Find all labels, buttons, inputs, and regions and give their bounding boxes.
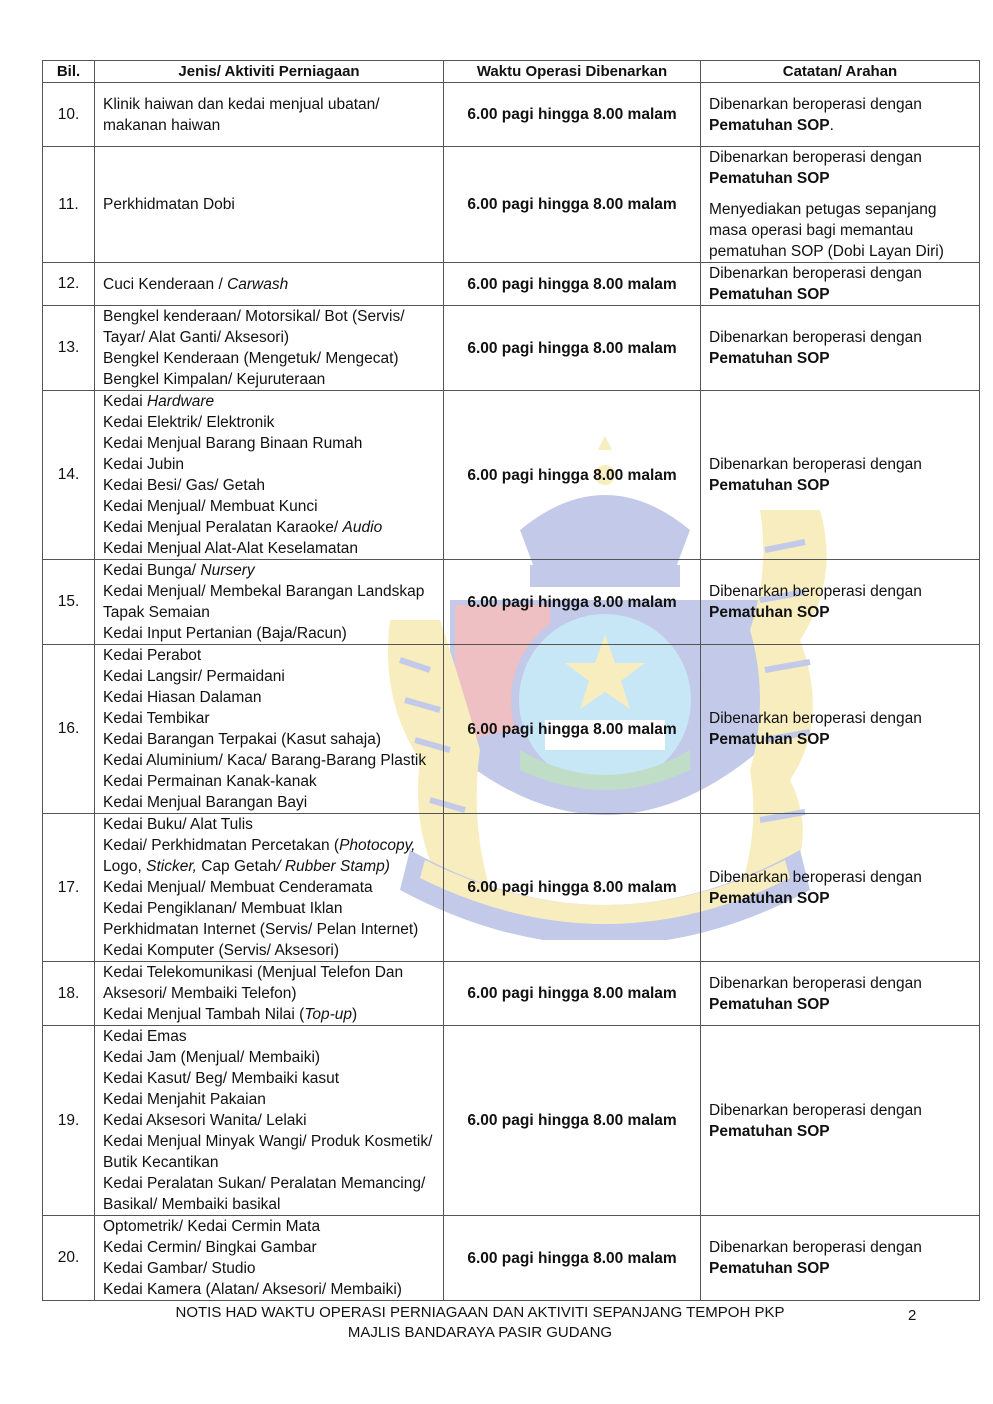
operating-time-cell: 6.00 pagi hingga 8.00 malam bbox=[444, 263, 701, 306]
operating-time-cell: 6.00 pagi hingga 8.00 malam bbox=[444, 306, 701, 391]
activity-text: Hardware bbox=[146, 393, 215, 410]
activity-text: Tapak Semaian bbox=[103, 604, 210, 621]
table-row bbox=[43, 147, 980, 263]
activity-text: Kedai Jam (Menjual/ Membaiki) bbox=[103, 1049, 321, 1066]
activity-text: Cuci Kenderaan / bbox=[103, 275, 228, 293]
row-number: 18. bbox=[43, 962, 95, 1026]
row-number: 12. bbox=[43, 263, 95, 306]
activity-text: Nursery bbox=[200, 562, 255, 579]
note-text: Dibenarkan beroperasi dengan bbox=[709, 974, 922, 992]
activity-line bbox=[103, 581, 435, 602]
note-line bbox=[709, 147, 971, 168]
activity-text: Kedai Langsir/ Permaidani bbox=[103, 668, 285, 685]
activity-text: Kedai Bunga/ bbox=[103, 562, 201, 579]
row-number: 11. bbox=[43, 147, 95, 263]
activity-text: Tayar/ Alat Ganti/ Aksesori) bbox=[103, 329, 290, 346]
activity-text: makanan haiwan bbox=[103, 116, 221, 134]
note-text: Dibenarkan beroperasi dengan bbox=[709, 710, 922, 727]
activity-text: Kedai Permainan Kanak-kanak bbox=[103, 773, 317, 790]
note-text: Dibenarkan beroperasi dengan bbox=[709, 95, 922, 113]
activity-text: Kedai Hiasan Dalaman bbox=[103, 689, 262, 706]
notes-cell bbox=[701, 645, 980, 814]
note-text: Dibenarkan beroperasi dengan bbox=[709, 868, 922, 886]
table-row bbox=[43, 645, 980, 814]
activity-line bbox=[103, 771, 435, 792]
activity-text: Top-up bbox=[304, 1006, 353, 1023]
activity-line bbox=[103, 623, 435, 644]
activity-line bbox=[103, 538, 435, 559]
activity-line bbox=[103, 433, 435, 454]
note-line bbox=[709, 348, 971, 369]
activity-text: Carwash bbox=[227, 275, 289, 293]
note-line bbox=[709, 199, 971, 220]
activity-line bbox=[103, 1173, 435, 1194]
notes-cell bbox=[701, 962, 980, 1026]
activity-text: Kedai Elektrik/ Elektronik bbox=[103, 414, 275, 431]
note-line bbox=[709, 602, 971, 623]
activity-line bbox=[103, 1258, 435, 1279]
activity-line bbox=[103, 1237, 435, 1258]
activity-text: Audio bbox=[342, 519, 383, 536]
activity-line bbox=[103, 1216, 435, 1237]
activity-line bbox=[103, 560, 435, 581]
activity-text: Kedai Aluminium/ Kaca/ Barang-Barang Plastik bbox=[103, 752, 427, 769]
activity-line bbox=[103, 602, 435, 623]
activity-line bbox=[103, 1110, 435, 1131]
note-line bbox=[709, 168, 971, 189]
notes-cell bbox=[701, 306, 980, 391]
note-line bbox=[709, 263, 971, 284]
note-text: Pematuhan SOP bbox=[709, 286, 830, 303]
activity-line bbox=[103, 1068, 435, 1089]
activity-line bbox=[103, 496, 435, 517]
activity-text: Photocopy, bbox=[339, 837, 416, 854]
activity-text: Kedai Barangan Terpakai (Kasut sahaja) bbox=[103, 731, 382, 748]
note-line bbox=[709, 454, 971, 475]
activity-text: Kedai Input Pertanian (Baja/Racun) bbox=[103, 625, 347, 642]
operating-time-cell: 6.00 pagi hingga 8.00 malam bbox=[444, 962, 701, 1026]
activity-line bbox=[103, 687, 435, 708]
activity-text: Optometrik/ Kedai Cermin Mata bbox=[103, 1218, 321, 1235]
activity-text: Kedai Telekomunikasi (Menjual Telefon Dan bbox=[103, 964, 404, 981]
activity-text: Kedai Menjual Barang Binaan Rumah bbox=[103, 435, 363, 452]
activity-text: Kedai Menjual Peralatan Karaoke/ bbox=[103, 519, 343, 536]
activity-line bbox=[103, 1152, 435, 1173]
activity-text: Sticker, bbox=[146, 858, 197, 875]
activity-text: Kedai Kamera (Alatan/ Aksesori/ Membaiki) bbox=[103, 1281, 402, 1298]
operating-time-cell: 6.00 pagi hingga 8.00 malam bbox=[444, 391, 701, 560]
table-row bbox=[43, 962, 980, 1026]
table-row bbox=[43, 1026, 980, 1216]
row-number: 15. bbox=[43, 560, 95, 645]
activity-text: Klinik haiwan dan kedai menjual ubatan/ bbox=[103, 95, 380, 113]
note-text: Dibenarkan beroperasi dengan bbox=[709, 456, 922, 473]
activity-text: Kedai Cermin/ Bingkai Gambar bbox=[103, 1239, 317, 1256]
activity-line bbox=[103, 517, 435, 538]
note-text: Pematuhan SOP bbox=[709, 477, 830, 494]
note-line bbox=[709, 867, 971, 888]
note-text: Dibenarkan beroperasi dengan bbox=[709, 1101, 922, 1119]
activity-text: Kedai Perabot bbox=[103, 647, 202, 664]
table-row bbox=[43, 83, 980, 147]
activity-text: Kedai Peralatan Sukan/ Peralatan Memancing/ bbox=[103, 1175, 426, 1192]
activity-line bbox=[103, 708, 435, 729]
activity-text: / Rubber Stamp) bbox=[276, 858, 390, 875]
operating-hours-table bbox=[42, 60, 980, 1301]
activity-line bbox=[103, 1004, 435, 1025]
activity-line bbox=[103, 835, 435, 856]
footer bbox=[120, 1303, 840, 1343]
activity-text: Kedai Jubin bbox=[103, 456, 185, 473]
activity-text: ) bbox=[352, 1006, 358, 1023]
notes-cell bbox=[701, 1026, 980, 1216]
activity-line bbox=[103, 898, 435, 919]
note-line bbox=[709, 115, 971, 136]
note-line bbox=[709, 1100, 971, 1121]
notes-cell bbox=[701, 1216, 980, 1301]
activity-cell bbox=[95, 1026, 444, 1216]
activity-cell bbox=[95, 391, 444, 560]
activity-text: Kedai Emas bbox=[103, 1028, 187, 1045]
header-activity: Jenis/ Aktiviti Perniagaan bbox=[95, 61, 444, 83]
activity-text: Cap Getah bbox=[196, 858, 277, 875]
activity-line bbox=[103, 412, 435, 433]
activity-text: Kedai Besi/ Gas/ Getah bbox=[103, 477, 265, 494]
notes-cell bbox=[701, 560, 980, 645]
activity-line bbox=[103, 1194, 435, 1215]
note-text: Dibenarkan beroperasi dengan bbox=[709, 265, 922, 282]
activity-line bbox=[103, 115, 435, 136]
note-line bbox=[709, 241, 971, 262]
note-line bbox=[709, 1258, 971, 1279]
note-line bbox=[709, 888, 971, 909]
page-number: 2 bbox=[908, 1307, 917, 1324]
note-text: pematuhan SOP (Dobi Layan Diri) bbox=[709, 243, 944, 260]
note-text: Pematuhan SOP bbox=[709, 1260, 830, 1277]
activity-line bbox=[103, 919, 435, 940]
activity-text: Perkhidmatan Dobi bbox=[103, 196, 235, 213]
notes-cell bbox=[701, 83, 980, 147]
activity-line bbox=[103, 645, 435, 666]
activity-text: Kedai Kasut/ Beg/ Membaiki kasut bbox=[103, 1070, 340, 1087]
activity-line bbox=[103, 475, 435, 496]
table-row bbox=[43, 391, 980, 560]
activity-text: Basikal/ Membaiki basikal bbox=[103, 1196, 281, 1213]
activity-line bbox=[103, 194, 435, 215]
note-text: Dibenarkan beroperasi dengan bbox=[709, 149, 922, 166]
row-number: 10. bbox=[43, 83, 95, 147]
note-line bbox=[709, 973, 971, 994]
note-line bbox=[709, 729, 971, 750]
activity-line bbox=[103, 327, 435, 348]
activity-cell bbox=[95, 147, 444, 263]
operating-time-cell: 6.00 pagi hingga 8.00 malam bbox=[444, 645, 701, 814]
activity-text: Kedai Menjual Alat-Alat Keselamatan bbox=[103, 540, 359, 557]
activity-text: Kedai Buku/ Alat Tulis bbox=[103, 816, 253, 833]
operating-time-cell: 6.00 pagi hingga 8.00 malam bbox=[444, 83, 701, 147]
activity-cell bbox=[95, 1216, 444, 1301]
activity-line bbox=[103, 274, 435, 295]
note-text: Dibenarkan beroperasi dengan bbox=[709, 1239, 922, 1256]
activity-text: Logo, bbox=[103, 858, 147, 875]
table-row bbox=[43, 560, 980, 645]
note-line bbox=[709, 220, 971, 241]
activity-cell bbox=[95, 263, 444, 306]
activity-line bbox=[103, 856, 435, 877]
note-line bbox=[709, 1237, 971, 1258]
table-row bbox=[43, 306, 980, 391]
activity-text: Kedai Gambar/ Studio bbox=[103, 1260, 256, 1277]
activity-cell bbox=[95, 560, 444, 645]
note-text: Pematuhan SOP bbox=[709, 604, 830, 621]
note-line bbox=[709, 475, 971, 496]
activity-line bbox=[103, 1279, 435, 1300]
activity-text: Kedai bbox=[103, 393, 147, 410]
activity-text: Aksesori/ Membaiki Telefon) bbox=[103, 985, 297, 1002]
spacer bbox=[709, 189, 971, 199]
activity-line bbox=[103, 877, 435, 898]
activity-line bbox=[103, 391, 435, 412]
activity-line bbox=[103, 1089, 435, 1110]
header-operating-time: Waktu Operasi Dibenarkan bbox=[444, 61, 701, 83]
note-text: Pematuhan SOP bbox=[709, 1122, 830, 1140]
activity-line bbox=[103, 983, 435, 1004]
operating-time-cell: 6.00 pagi hingga 8.00 malam bbox=[444, 1216, 701, 1301]
notes-cell bbox=[701, 147, 980, 263]
activity-text: Kedai Menjahit Pakaian bbox=[103, 1091, 266, 1108]
activity-text: Kedai Menjual/ Membuat Kunci bbox=[103, 498, 318, 515]
activity-text: Perkhidmatan Internet (Servis/ Pelan Internet) bbox=[103, 921, 419, 938]
notes-cell bbox=[701, 814, 980, 962]
row-number: 13. bbox=[43, 306, 95, 391]
activity-text: Kedai Menjual Barangan Bayi bbox=[103, 794, 308, 811]
activity-line bbox=[103, 814, 435, 835]
activity-line bbox=[103, 94, 435, 115]
activity-cell bbox=[95, 83, 444, 147]
note-line bbox=[709, 327, 971, 348]
activity-line bbox=[103, 454, 435, 475]
activity-line bbox=[103, 666, 435, 687]
activity-cell bbox=[95, 962, 444, 1026]
note-text: Dibenarkan beroperasi dengan bbox=[709, 329, 922, 346]
activity-line bbox=[103, 792, 435, 813]
activity-cell bbox=[95, 814, 444, 962]
note-text: Pematuhan SOP bbox=[709, 995, 830, 1013]
activity-text: Kedai Tembikar bbox=[103, 710, 210, 727]
activity-text: Bengkel Kenderaan (Mengetuk/ Mengecat) bbox=[103, 350, 399, 367]
note-line bbox=[709, 708, 971, 729]
activity-line bbox=[103, 729, 435, 750]
row-number: 19. bbox=[43, 1026, 95, 1216]
footer-line-2: MAJLIS BANDARAYA PASIR GUDANG bbox=[347, 1324, 613, 1341]
row-number: 14. bbox=[43, 391, 95, 560]
note-text: masa operasi bagi memantau bbox=[709, 222, 914, 239]
activity-text: Kedai Menjual/ Membekal Barangan Landskap bbox=[103, 583, 425, 600]
activity-line bbox=[103, 348, 435, 369]
table-row bbox=[43, 1216, 980, 1301]
activity-text: Bengkel kenderaan/ Motorsikal/ Bot (Servis/ bbox=[103, 308, 405, 325]
activity-line bbox=[103, 940, 435, 961]
activity-text: Kedai Pengiklanan/ Membuat Iklan bbox=[103, 900, 343, 917]
activity-text: Butik Kecantikan bbox=[103, 1154, 219, 1171]
operating-time-cell: 6.00 pagi hingga 8.00 malam bbox=[444, 560, 701, 645]
note-line bbox=[709, 581, 971, 602]
activity-line bbox=[103, 1026, 435, 1047]
note-text: . bbox=[829, 116, 834, 134]
activity-line bbox=[103, 306, 435, 327]
activity-text: Kedai Menjual/ Membuat Cenderamata bbox=[103, 879, 373, 896]
activity-line bbox=[103, 369, 435, 390]
operating-time-cell: 6.00 pagi hingga 8.00 malam bbox=[444, 147, 701, 263]
operating-time-cell: 6.00 pagi hingga 8.00 malam bbox=[444, 814, 701, 962]
note-text: Pematuhan SOP bbox=[709, 889, 830, 907]
row-number: 16. bbox=[43, 645, 95, 814]
note-text: Menyediakan petugas sepanjang bbox=[709, 201, 937, 218]
notes-cell bbox=[701, 263, 980, 306]
note-text: Pematuhan SOP bbox=[709, 350, 830, 367]
note-text: Pematuhan SOP bbox=[709, 731, 830, 748]
table-row bbox=[43, 814, 980, 962]
activity-line bbox=[103, 962, 435, 983]
table-row bbox=[43, 263, 980, 306]
activity-line bbox=[103, 1131, 435, 1152]
notes-cell bbox=[701, 391, 980, 560]
note-text: Pematuhan SOP bbox=[709, 170, 830, 187]
activity-text: Kedai Menjual Minyak Wangi/ Produk Kosmetik/ bbox=[103, 1133, 433, 1150]
table-body bbox=[43, 83, 980, 1301]
operating-time-cell: 6.00 pagi hingga 8.00 malam bbox=[444, 1026, 701, 1216]
activity-line bbox=[103, 750, 435, 771]
note-line bbox=[709, 994, 971, 1015]
note-text: Pematuhan SOP bbox=[709, 116, 830, 134]
activity-line bbox=[103, 1047, 435, 1068]
activity-cell bbox=[95, 645, 444, 814]
note-line bbox=[709, 94, 971, 115]
table-header-row bbox=[43, 61, 980, 83]
note-line bbox=[709, 1121, 971, 1142]
note-text: Dibenarkan beroperasi dengan bbox=[709, 583, 922, 600]
activity-text: Kedai Menjual Tambah Nilai ( bbox=[103, 1006, 305, 1023]
header-bil: Bil. bbox=[43, 61, 95, 83]
header-notes: Catatan/ Arahan bbox=[701, 61, 980, 83]
footer-line-1: NOTIS HAD WAKTU OPERASI PERNIAGAAN DAN AKTIVITI SEPANJANG TEMPOH PKP bbox=[175, 1304, 785, 1321]
activity-text: Kedai Aksesori Wanita/ Lelaki bbox=[103, 1112, 307, 1129]
activity-text: Kedai/ Perkhidmatan Percetakan ( bbox=[103, 837, 340, 854]
activity-cell bbox=[95, 306, 444, 391]
activity-text: Kedai Komputer (Servis/ Aksesori) bbox=[103, 942, 340, 959]
activity-text: Bengkel Kimpalan/ Kejuruteraan bbox=[103, 371, 326, 388]
row-number: 17. bbox=[43, 814, 95, 962]
row-number: 20. bbox=[43, 1216, 95, 1301]
note-line bbox=[709, 284, 971, 305]
